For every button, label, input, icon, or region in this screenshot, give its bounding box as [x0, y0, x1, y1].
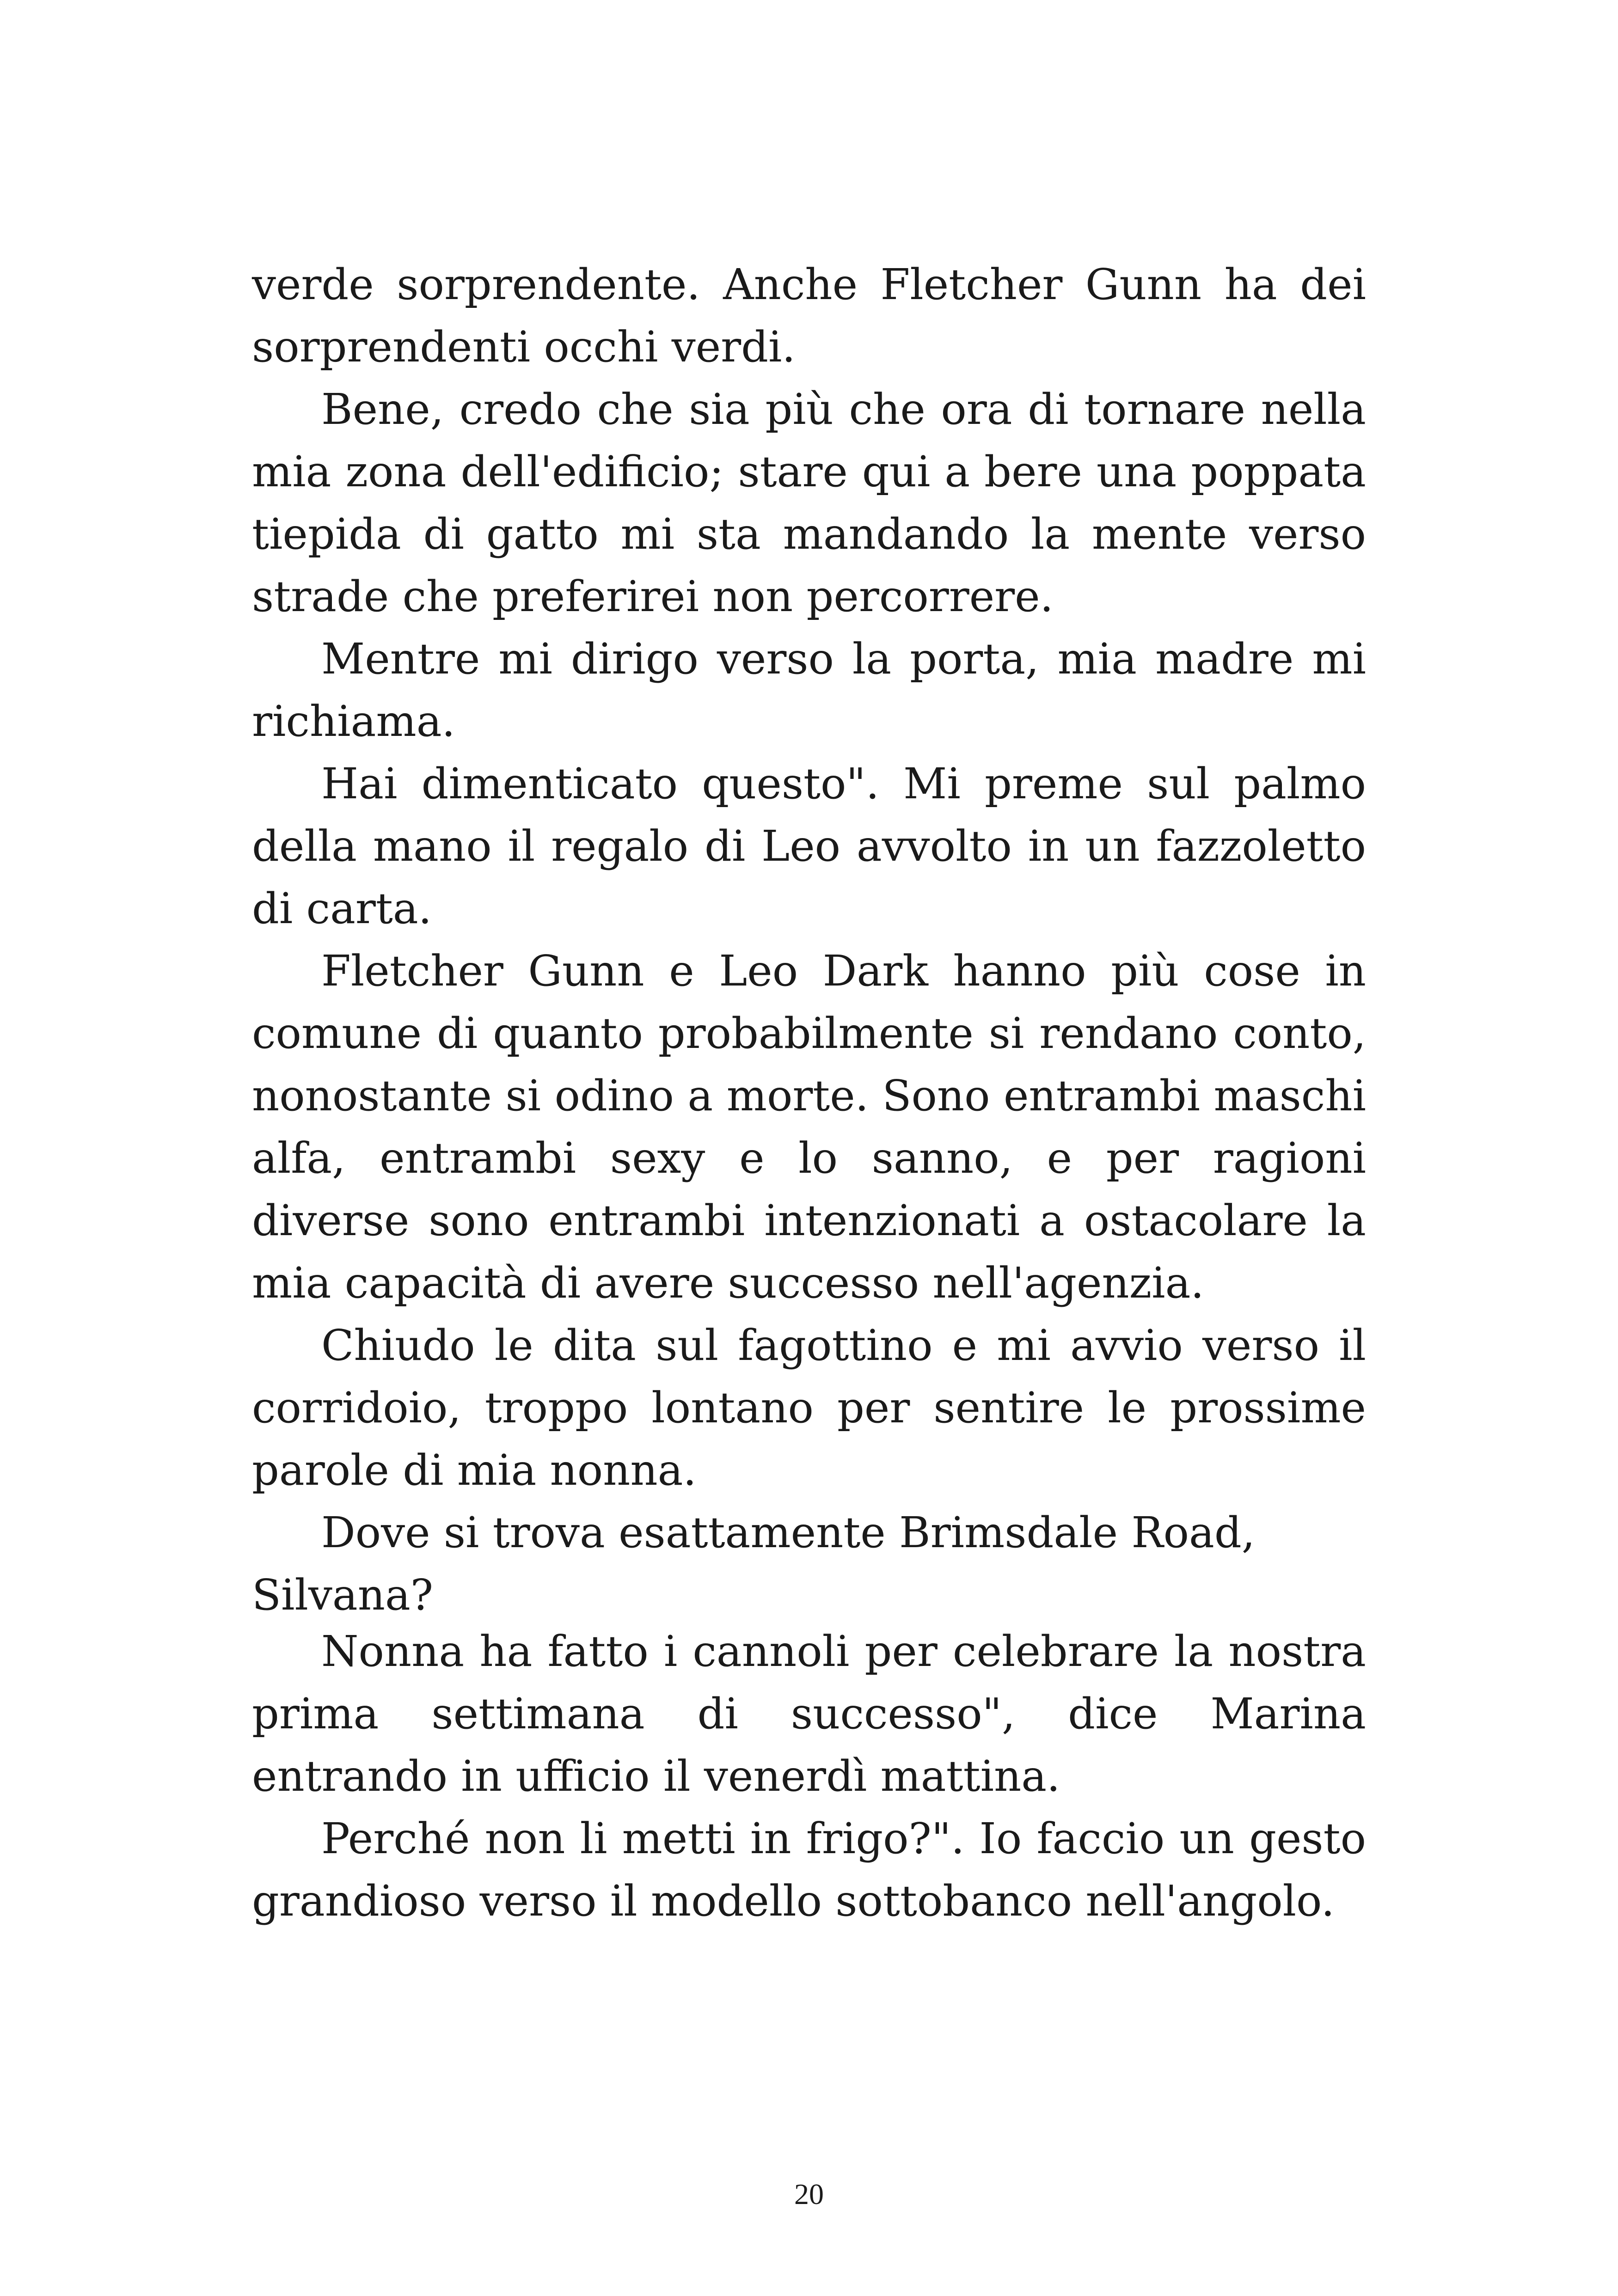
paragraph: verde sorprendente. Anche Fletcher Gunn ha dei sorprendenti occhi verdi. [252, 260, 1366, 372]
paragraph: Perché non li metti in frigo?". Io faccio un gesto grandioso verso il modello sottobanco nell'angolo. [252, 1814, 1366, 1926]
text-section-2 [252, 1620, 1366, 1932]
paragraph: Nonna ha fatto i cannoli per celebrare la nostra prima settimana di successo", dice Marina entrando in ufficio il venerdì mattina. [252, 1627, 1366, 1801]
paragraph: Hai dimenticato questo". Mi preme sul palmo della mano il regalo di Leo avvolto in un fazzoletto di carta. [252, 759, 1366, 933]
paragraph: Bene, credo che sia più che ora di tornare nella mia zona dell'edificio; stare qui a bere una poppata tiepida di gatto mi sta mandando la mente verso strade che preferirei non percorrere. [252, 385, 1366, 621]
text-section-1 [252, 253, 1366, 1626]
paragraph: Fletcher Gunn e Leo Dark hanno più cose in comune di quanto probabilmente si rendano conto, nonostante si odino a morte. Sono entrambi maschi alfa, entrambi sexy e lo sanno, e per ragioni diverse sono entrambi intenzionati a ostacolare la mia capacità di avere successo nell'agenzia. [252, 946, 1366, 1308]
paragraph: Dove si trova esattamente Brimsdale Road, Silvana? [252, 1508, 1255, 1620]
page-number: 20 [794, 2178, 824, 2210]
paragraph: Chiudo le dita sul fagottino e mi avvio verso il corridoio, troppo lontano per sentire le prossime parole di mia nonna. [252, 1321, 1366, 1495]
paragraph: Mentre mi dirigo verso la porta, mia madre mi richiama. [252, 634, 1366, 746]
